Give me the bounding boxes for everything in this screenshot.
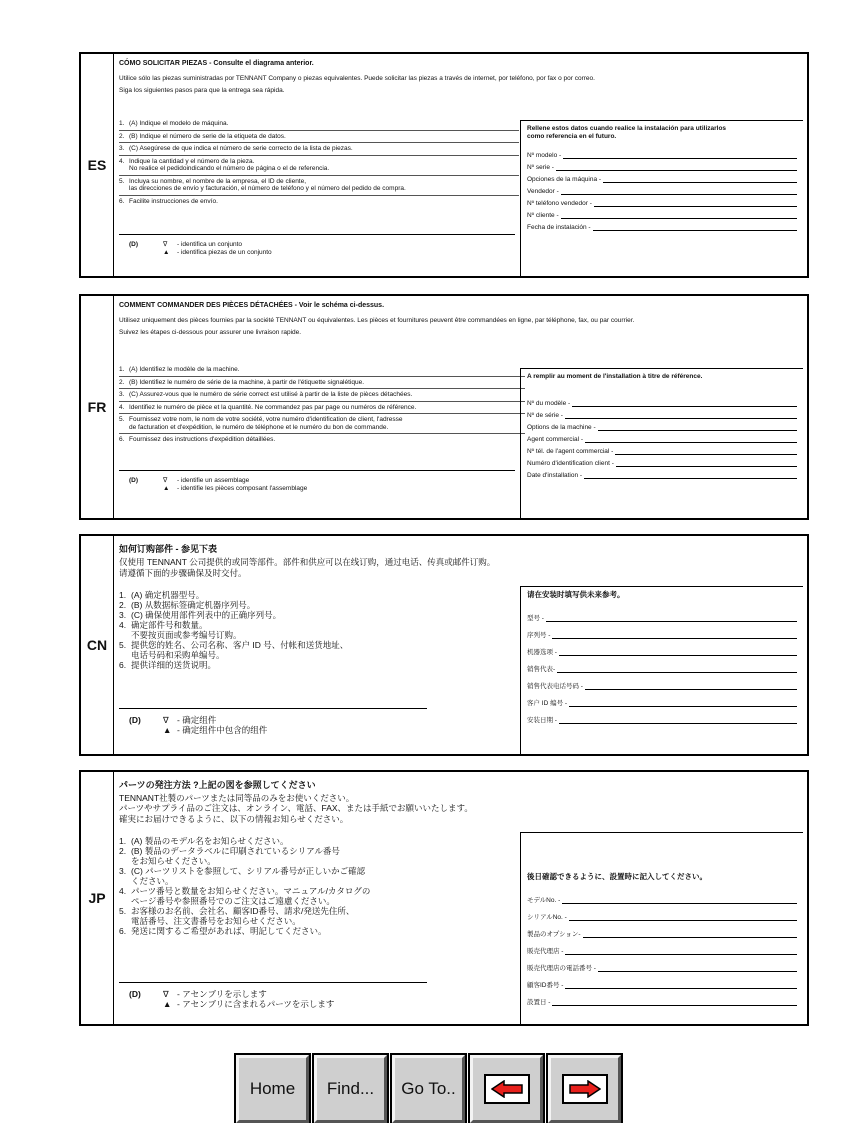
step-text: (B) Identifiez le numéro de série de la machine, à partir de l'étiquette signalétique. [129,378,365,386]
legend-d-label: (D) [129,715,141,725]
step-text: 発送に関するご希望があれば、明記してください。 [131,926,327,936]
legend-d-label: (D) [129,989,141,999]
step-number: 6. [119,926,127,936]
field-label: Date d'installation - [527,472,583,479]
field-line[interactable] [557,664,797,673]
next-arrow-frame [562,1074,608,1104]
step-item [119,376,525,389]
field-line[interactable] [561,210,797,219]
field-options[interactable] [521,639,803,656]
step-item [119,401,525,414]
field-install-date[interactable] [521,219,803,231]
step-text: (A) Indique el modelo de máquina. [129,120,229,127]
field-label: 客户 ID 编号 - [527,700,568,707]
step-number: 3. [119,391,125,398]
filled-triangle-icon: ▲ [163,485,170,492]
previous-page-button[interactable] [470,1055,543,1123]
steps-list [119,836,519,936]
legend-assembly-text: - 确定组件 [177,715,217,725]
field-install-date[interactable] [521,467,803,479]
filled-triangle-icon: ▲ [163,249,170,256]
field-customer[interactable] [521,972,803,989]
step-number: 6. [119,197,125,205]
field-seller[interactable] [521,431,803,443]
step-text: (B) 製品のデータラベルに印刷されているシリアル番号 をお知らせください。 [131,846,340,866]
field-customer[interactable] [521,455,803,467]
legend-row-assembly [119,989,427,999]
step-text: 提供您的姓名、公司名称、客户 ID 号、付帐和送货地址、 电话号码和采购单编号。 [131,640,349,660]
step-item [119,155,519,175]
legend-row-assembly [119,715,427,725]
reference-heading: Rellene estos datos cuando realice la instalación para utilizarlos como referencia en el futuro. [527,125,727,140]
step-number: 1. [119,590,127,600]
step-number: 4. [119,403,125,411]
field-seller-phone[interactable] [521,955,803,972]
language-code: CN [81,536,114,754]
step-number: 4. [119,620,127,630]
hollow-triangle-icon: ∇ [163,241,168,248]
step-text: Indique la cantidad y el número de la pieza. No realice el pedidoindicando el número de página o el de referencia. [129,157,330,172]
field-line[interactable] [565,980,797,989]
field-label: 销售代表- [527,666,556,673]
step-number: 5. [119,640,127,650]
goto-button[interactable]: Go To.. [392,1055,465,1123]
steps-list [119,590,519,670]
field-customer[interactable] [521,690,803,707]
field-line[interactable] [569,698,797,707]
field-line[interactable] [569,912,797,921]
field-model[interactable] [521,887,803,904]
section-intro: Utilisez uniquement des pièces fournies par la société TENNANT ou équivalentes. Les pièces et fournitures peuvent être commandées en ligne, par téléphone, fax, ou par courrier. [119,317,635,324]
field-label: Nº du modèle - [527,400,571,407]
reference-form [520,368,803,518]
field-line[interactable] [572,398,797,407]
legend [119,708,427,735]
field-options[interactable] [521,419,803,431]
field-line[interactable] [583,929,797,938]
reference-heading: 请在安装时填写供未来参考。 [527,590,625,599]
step-item [119,118,519,130]
field-label: Numéro d'identification client - [527,460,614,467]
field-label: Nº serie - [527,164,554,171]
field-label: Options de la machine - [527,424,596,431]
section-intro: 仅使用 TENNANT 公司提供的或同等部件。部件和供应可以在线订购，通过电话、传真或邮件订购。 [119,557,496,567]
field-label: Vendedor - [527,188,559,195]
field-label: 顧客ID番号 - [527,982,564,989]
field-label: 机器选项 - [527,649,557,656]
step-item [119,600,519,610]
legend-row-assembly [119,241,515,249]
step-number: 5. [119,177,125,185]
section-title: パーツの発注方法 ?上記の図を参照してください [119,780,316,790]
field-line[interactable] [594,198,797,207]
field-line[interactable] [603,174,797,183]
field-line[interactable] [552,630,797,639]
step-number: 4. [119,157,125,165]
step-item [119,364,525,376]
step-item [119,175,519,195]
step-text: (B) 从数据标签确定机器序列号。 [131,600,256,610]
field-seller-phone[interactable] [521,443,803,455]
step-number: 4. [119,886,127,896]
legend-assembly-text: - identifie un assemblage [177,477,250,484]
reference-heading: 後日確認できるように、設置時に記入してください。 [527,872,707,881]
step-item [119,590,519,600]
red-left-arrow-icon [491,1080,523,1098]
field-model[interactable] [521,147,803,159]
step-number: 6. [119,436,125,443]
home-button[interactable]: Home [236,1055,309,1123]
legend-assembly-text: - アセンブリを示します [177,989,267,999]
step-item [119,926,519,936]
step-item [119,413,525,433]
field-options[interactable] [521,171,803,183]
section-jp [79,770,809,1026]
steps-heading: 请遵循下面的步骤确保及时交付。 [119,568,247,578]
field-line[interactable] [552,997,797,1006]
section-title: 如何订购部件 - 参见下表 [119,544,217,554]
section-title: CÓMO SOLICITAR PIEZAS - Consulte el diagrama anterior. [119,60,314,67]
step-text: Fournissez des instructions d'expédition détaillées. [129,436,276,443]
field-label: Opciones de la máquina - [527,176,602,183]
step-text: (C) Assurez-vous que le numéro de série correct est utilisé à partir de la liste de pièces détachées. [129,391,413,398]
legend-spacer [119,725,163,735]
section-fr [79,294,809,520]
navigation-bar [236,1055,626,1123]
field-label: 販売代理店の電話番号 - [527,965,596,972]
legend-spacer [119,999,163,1009]
legend-row-parts [119,249,515,257]
steps-list [119,364,525,446]
field-line[interactable] [584,470,797,479]
language-code: FR [81,296,114,518]
step-text: (C) パーツリストを参照して、シリアル番号が正しいかご確認 ください。 [131,866,366,886]
field-options[interactable] [521,921,803,938]
section-cn [79,534,809,756]
field-line[interactable] [546,613,797,622]
field-serial[interactable] [521,622,803,639]
step-text: Incluya su nombre, el nombre de la empresa, el ID de cliente, las direcciones de envío y facturación, el número de teléfono y el número del pedido de compra. [129,177,406,192]
hollow-triangle-icon: ∇ [163,477,168,484]
field-label: Nº modelo - [527,152,562,159]
find-button[interactable]: Find... [314,1055,387,1123]
step-text: Facilite instrucciones de envío. [129,197,218,205]
step-item [119,866,519,886]
field-label: Agent commercial - [527,436,583,443]
legend-parts-text: - identifica piezas de un conjunto [177,249,272,256]
field-line[interactable] [585,434,797,443]
step-number: 2. [119,378,125,386]
field-seller-phone[interactable] [521,195,803,207]
field-label: 安装日期 - [527,717,557,724]
section-intro: TENNANT社製のパーツまたは同等品のみをお使いください。 パーツやサプライ品のご注文は、オンライン、電話、FAX、または手紙でお願いいたします。 [119,793,473,813]
field-line[interactable] [615,446,797,455]
filled-triangle-icon: ▲ [163,725,172,735]
step-number: 1. [119,366,125,373]
legend-assembly-text: - identifica un conjunto [177,241,243,248]
red-right-arrow-icon [569,1080,601,1098]
step-text: 确定部件号和数量。 不要按页面或参考编号订购。 [131,620,242,640]
step-item [119,846,519,866]
language-code: JP [81,772,114,1024]
step-number: 3. [119,866,127,876]
steps-heading: Siga los siguientes pasos para que la entrega sea rápida. [119,86,285,94]
language-code: ES [81,54,114,276]
step-number: 1. [119,836,127,846]
legend-row-assembly [119,477,515,485]
step-text: (A) Identifiez le modèle de la machine. [129,366,240,373]
field-label: 序列号 - [527,632,551,639]
step-item [119,388,525,401]
step-item [119,660,519,670]
step-number: 2. [119,600,127,610]
legend [119,234,515,257]
field-label: Nº tél. de l'agent commercial - [527,448,614,455]
field-label: モデルNo. - [527,897,561,904]
step-number: 1. [119,120,125,127]
legend [119,470,515,493]
step-text: Identifiez le numéro de pièce et la quantité. Ne commandez pas par page ou numéros de référence. [129,403,417,411]
field-line[interactable] [593,222,797,231]
legend-parts-text: - 确定组件中包含的组件 [177,725,268,735]
section-title: COMMENT COMMANDER DES PIÈCES DÉTACHÉES - Voir le schéma ci-dessus. [119,302,385,309]
step-item [119,886,519,906]
step-text: 提供详细的送货说明。 [131,660,217,670]
section-es [79,52,809,278]
previous-arrow-frame [484,1074,530,1104]
field-label: Fecha de instalación - [527,224,591,231]
field-label: 销售代表电话号码 - [527,683,583,690]
steps-list [119,118,519,207]
field-line[interactable] [598,422,797,431]
field-line[interactable] [556,162,797,171]
legend [119,982,427,1009]
reference-form [520,586,803,756]
step-number: 5. [119,416,125,423]
field-model[interactable] [521,605,803,622]
field-install-date[interactable] [521,707,803,724]
field-line[interactable] [585,681,797,690]
field-label: 製品のオプション- [527,931,581,938]
legend-d-label: (D) [129,477,139,484]
legend-parts-text: - identifie les pièces composant l'assemblage [177,485,308,492]
step-text: (A) 製品のモデル名をお知らせください。 [131,836,289,846]
step-item [119,620,519,640]
next-page-button[interactable] [548,1055,621,1123]
field-label: Nº teléfono vendedor - [527,200,592,207]
hollow-triangle-icon: ∇ [163,715,169,725]
field-seller[interactable] [521,183,803,195]
field-serial[interactable] [521,904,803,921]
field-label: 設置日 - [527,999,551,1006]
field-line[interactable] [565,946,797,955]
step-item [119,130,519,143]
field-label: Nº cliente - [527,212,559,219]
field-customer[interactable] [521,207,803,219]
legend-row-parts [119,999,427,1009]
legend-d-label: (D) [129,241,139,248]
field-line[interactable] [559,647,797,656]
step-text: Fournissez votre nom, le nom de votre société, votre numéro d'identification de client, l'adresse de facturation et d'expédition, le numéro de téléphone et le numéro du bon de commande. [129,416,403,431]
step-item [119,195,519,208]
field-label: 販売代理店 - [527,948,564,955]
reference-form [520,120,803,276]
step-text: (C) Asegúrese de que indica el número de serie correcto de la lista de piezas. [129,145,353,152]
filled-triangle-icon: ▲ [163,999,172,1009]
field-line[interactable] [559,715,797,724]
field-line[interactable] [561,186,797,195]
legend-row-parts [119,485,515,493]
hollow-triangle-icon: ∇ [163,989,169,999]
step-text: (A) 确定机器型号。 [131,590,205,600]
steps-heading: 確実にお届けできるように、以下の情報お知らせください。 [119,814,349,824]
field-install-date[interactable] [521,989,803,1006]
field-seller[interactable] [521,938,803,955]
step-text: (B) Indique el número de serie de la etiqueta de datos. [129,132,286,140]
field-label: 型号 - [527,615,544,622]
legend-parts-text: - アセンブリに含まれるパーツを示します [177,999,335,1009]
field-line[interactable] [616,458,797,467]
step-number: 3. [119,145,125,152]
steps-heading: Suivez les étapes ci-dessous pour assurer une livraison rapide. [119,328,302,336]
step-item [119,640,519,660]
field-seller[interactable] [521,656,803,673]
step-item [119,836,519,846]
field-line[interactable] [598,963,797,972]
reference-heading: A remplir au moment de l'installation à titre de référence. [527,373,703,380]
field-label: シリアルNo. - [527,914,567,921]
step-number: 2. [119,132,125,140]
reference-form [520,832,803,1024]
section-intro: Utilice sólo las piezas suministradas por TENNANT Company o piezas equivalentes. Puede solicitar las piezas a través de internet, por teléfono, por fax o por correo. [119,75,595,82]
field-serial[interactable] [521,159,803,171]
field-line[interactable] [563,150,797,159]
step-text: (C) 确保使用部件列表中的正确序列号。 [131,610,282,620]
step-number: 3. [119,610,127,620]
step-number: 5. [119,906,127,916]
step-number: 2. [119,846,127,856]
field-line[interactable] [565,410,797,419]
step-item [119,142,519,155]
legend-spacer [119,249,163,257]
field-serial[interactable] [521,407,803,419]
step-item [119,610,519,620]
field-line[interactable] [562,895,797,904]
legend-row-parts [119,725,427,735]
field-model[interactable] [521,395,803,407]
field-seller-phone[interactable] [521,673,803,690]
step-text: お客様のお名前、会社名、顧客ID番号、請求/発送先住所、 電話番号、注文書番号をお知らせください。 [131,906,355,926]
step-item [119,433,525,446]
step-text: パーツ番号と数量をお知らせください。マニュアル/カタログの ページ番号や参照番号でのご注文はご遠慮ください。 [131,886,371,906]
step-item [119,906,519,926]
step-number: 6. [119,660,127,670]
legend-spacer [119,485,163,493]
field-label: Nº de série - [527,412,563,419]
